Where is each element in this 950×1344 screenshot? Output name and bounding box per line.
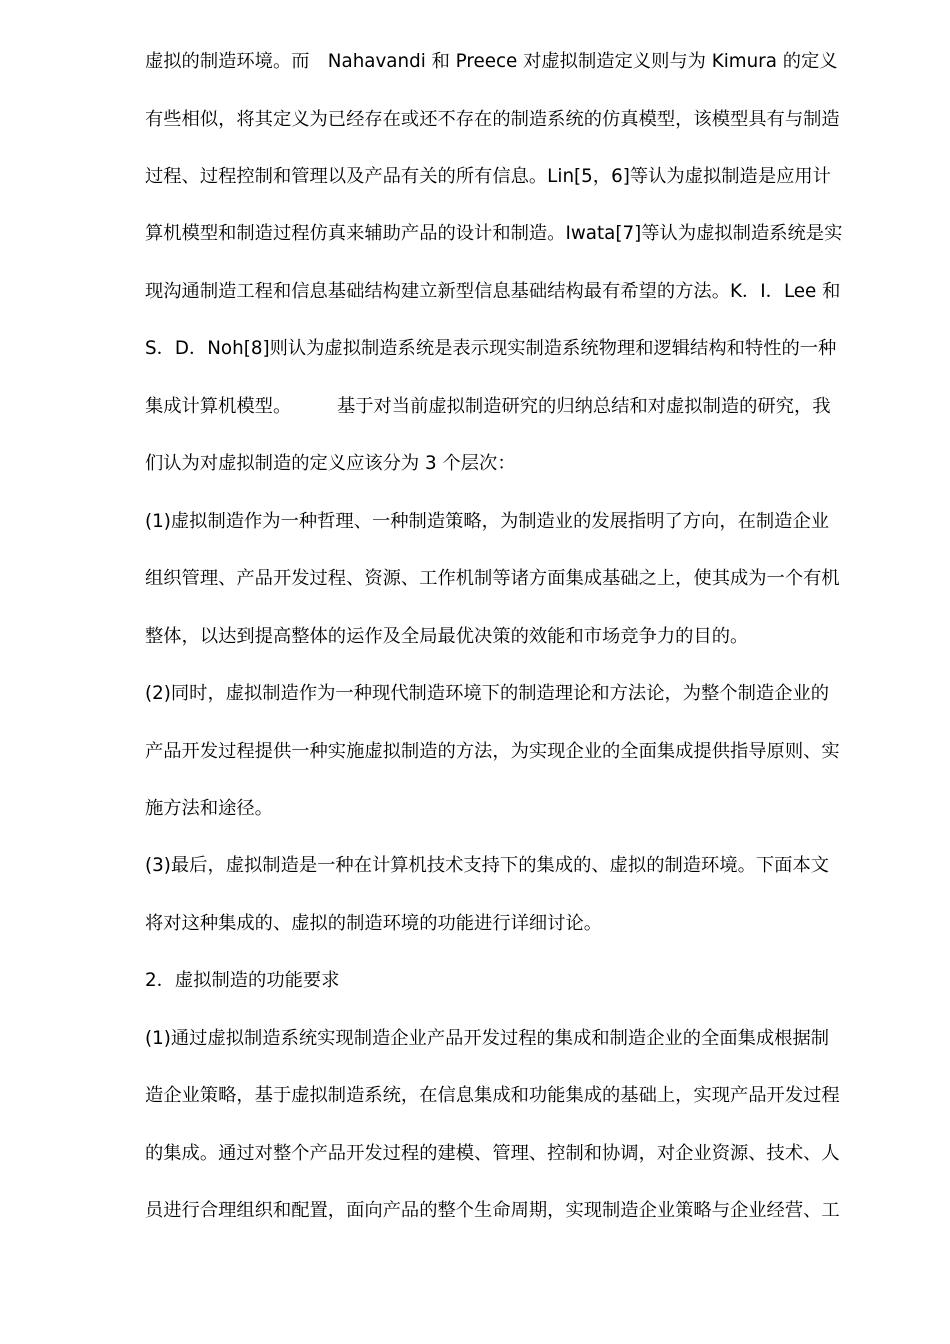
text-line: (3)最后，虚拟制造是一种在计算机技术支持下的集成的、虚拟的制造环境。下面本文 xyxy=(145,855,830,876)
text-line: 们认为对虚拟制造的定义应该分为 3 个层次： xyxy=(145,453,516,474)
text-line: S．D．Noh[8]则认为虚拟制造系统是表示现实制造系统物理和逻辑结构和特性的一种 xyxy=(145,338,837,359)
text-line: 算机模型和制造过程仿真来辅助产品的设计和制造。Iwata[7]等认为虚拟制造系统是实 xyxy=(145,223,843,244)
text-line: 造企业策略，基于虚拟制造系统，在信息集成和功能集成的基础上，实现产品开发过程 xyxy=(145,1085,840,1106)
text-line: 集成计算机模型。 基于对当前虚拟制造研究的归纳总结和对虚拟制造的研究，我 xyxy=(145,396,831,417)
text-line: 现沟通制造工程和信息基础结构建立新型信息基础结构最有希望的方法。K．I．Lee 和 xyxy=(145,281,841,302)
text-line: 过程、过程控制和管理以及产品有关的所有信息。Lin[5，6]等认为虚拟制造是应用计 xyxy=(145,166,831,187)
text-line: (1)虚拟制造作为一种哲理、一种制造策略，为制造业的发展指明了方向，在制造企业 xyxy=(145,511,830,532)
text-line: 整体，以达到提高整体的运作及全局最优决策的效能和市场竞争力的目的。 xyxy=(145,626,749,647)
text-line: 有些相似，将其定义为已经存在或还不存在的制造系统的仿真模型，该模型具有与制造 xyxy=(145,109,840,130)
text-line: (1)通过虚拟制造系统实现制造企业产品开发过程的集成和制造企业的全面集成根据制 xyxy=(145,1028,830,1049)
section-heading: 2．虚拟制造的功能要求 xyxy=(145,970,340,991)
text-line: 的集成。通过对整个产品开发过程的建模、管理、控制和协调，对企业资源、技术、人 xyxy=(145,1143,840,1164)
text-line: 施方法和途径。 xyxy=(145,798,273,819)
text-line: 员进行合理组织和配置，面向产品的整个生命周期，实现制造企业策略与企业经营、工 xyxy=(145,1200,840,1221)
text-line: 组织管理、产品开发过程、资源、工作机制等诸方面集成基础之上，使其成为一个有机 xyxy=(145,568,840,589)
text-line: (2)同时，虚拟制造作为一种现代制造环境下的制造理论和方法论，为整个制造企业的 xyxy=(145,683,830,704)
text-line: 虚拟的制造环境。而 Nahavandi 和 Preece 对虚拟制造定义则与为 Kimura 的定义 xyxy=(145,51,838,72)
text-line: 将对这种集成的、虚拟的制造环境的功能进行详细讨论。 xyxy=(145,913,603,934)
text-line: 产品开发过程提供一种实施虚拟制造的方法，为实现企业的全面集成提供指导原则、实 xyxy=(145,741,840,762)
